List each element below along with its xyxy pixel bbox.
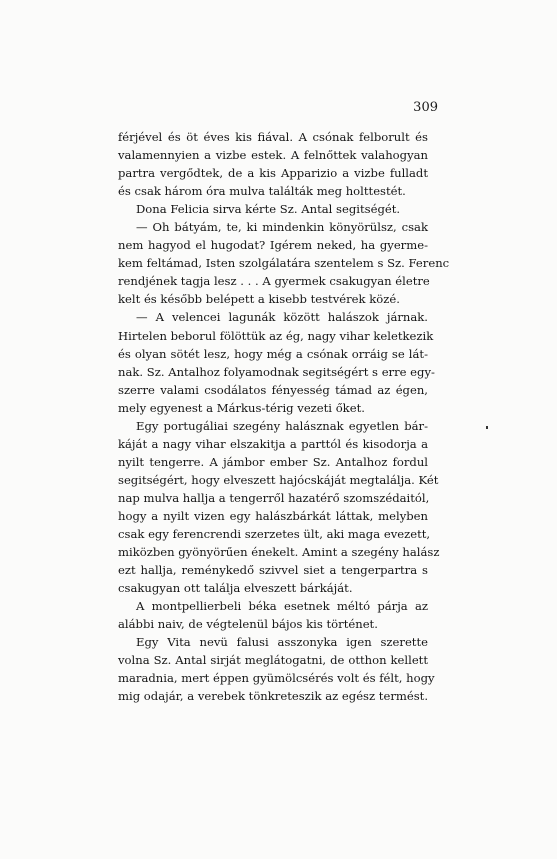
text-line: maradnia, mert éppen gyümölcsérés volt és félt, hogy [118, 671, 435, 686]
text-line: nem hagyod el hugodat? Igérem neked, ha gyerme- [118, 238, 428, 253]
text-line: csakugyan ott találja elveszett bárkáját. [118, 581, 353, 596]
text-line: miközben gyönyörűen énekelt. Amint a szegény halász [118, 545, 440, 560]
text-line: és olyan sötét lesz, hogy még a csónak orráig se lát- [118, 346, 428, 361]
text-line: A montpellierbeli béka esetnek méltó párja az [136, 599, 428, 614]
text-line: mig odajár, a verebek tönkreteszik az egész termést. [118, 689, 429, 704]
text-line: káját a nagy vihar elszakitja a parttól és kisodorja a [118, 436, 428, 451]
text-line: rendjének tagja lesz . . . A gyermek csakugyan életre [118, 274, 430, 289]
text-line: ezt hallja, reménykedő szivvel siet a tengerpartra s [118, 563, 428, 578]
text-line: kelt és később belépett a kisebb testvérek közé. [118, 292, 400, 307]
text-line: férjével és öt éves kis fiával. A csónak felborult és [118, 130, 428, 144]
page-number: 309 [413, 100, 438, 115]
text-line: Egy Vita nevü falusi asszonyka igen szerette [136, 635, 428, 650]
text-line: valamennyien a vizbe estek. A felnőttek valahogyan [118, 148, 428, 163]
text-line: nak. Sz. Antalhoz folyamodnak segitségért s erre egy- [118, 364, 435, 379]
text-line: — Oh bátyám, te, ki mindenkin könyörülsz, csak [136, 220, 428, 235]
text-line: Hirtelen beborul fölöttük az ég, nagy vihar keletkezik [118, 328, 434, 343]
text-line: segitségért, hogy elveszett hajócskáját megtalálja. Két [118, 472, 439, 487]
text-line: és csak három óra mulva találták meg holttestét. [118, 184, 406, 199]
body-text [118, 128, 450, 706]
text-line: volna Sz. Antal sirját meglátogatni, de otthon kellett [118, 653, 428, 668]
text-line: nap mulva hallja a tengerről hazatérő szomszédaitól, [118, 490, 430, 505]
text-line: mely egyenest a Márkus-térig vezeti őket. [118, 400, 365, 415]
text-line: alábbi naiv, de végtelenül bájos kis történet. [118, 617, 378, 632]
text-line: nyilt tengerre. A jámbor ember Sz. Antalhoz fordul [118, 454, 428, 469]
text-line: kem feltámad, Isten szolgálatára szentelem s Sz. Ferenc [118, 256, 450, 271]
text-line: csak egy ferencrendi szerzetes ült, aki maga evezett, [118, 527, 431, 542]
text-line: — A velencei lagunák között halászok járnak. [136, 310, 428, 325]
margin-mark [486, 426, 488, 429]
text-line: hogy a nyilt vizen egy halászbárkát láttak, melyben [118, 508, 428, 523]
text-line: partra vergődtek, de a kis Apparizio a vizbe fulladt [118, 166, 428, 181]
text-line: szerre valami csodálatos fényesség támad az égen, [118, 382, 428, 397]
text-line: Egy portugáliai szegény halásznak egyetlen bár- [136, 418, 428, 433]
text-line: Dona Felicia sirva kérte Sz. Antal segitségét. [136, 202, 401, 217]
